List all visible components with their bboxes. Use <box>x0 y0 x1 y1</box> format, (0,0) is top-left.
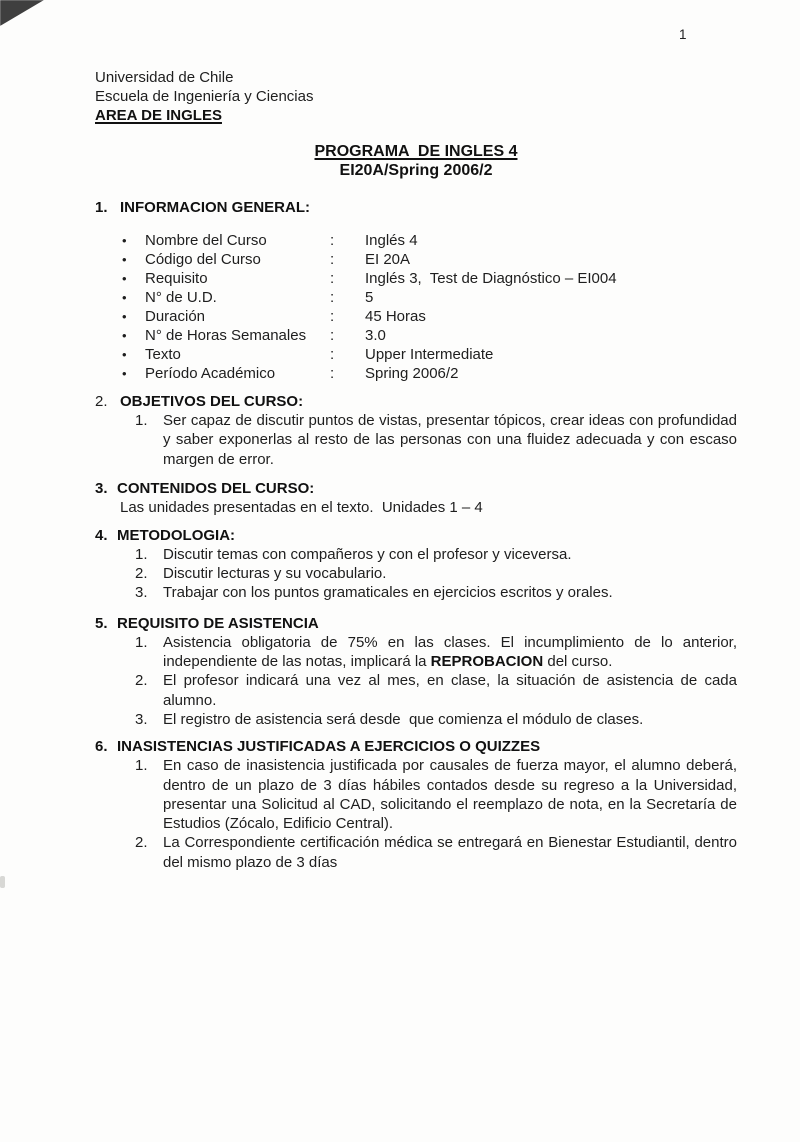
bullet-icon: • <box>122 366 127 381</box>
info-separator: : <box>330 251 335 268</box>
section-number: 3. <box>95 479 108 497</box>
section-title: OBJETIVOS DEL CURSO: <box>120 393 304 410</box>
bullet-icon: • <box>122 290 127 305</box>
info-value: 45 Horas <box>365 308 426 325</box>
item-number: 1. <box>135 545 148 563</box>
section-heading <box>95 479 737 498</box>
section-title: INASISTENCIAS JUSTIFICADAS A EJERCICIOS O QUIZZES <box>117 738 541 756</box>
item-number: 1. <box>135 757 148 775</box>
section-heading <box>95 198 737 217</box>
info-label: N° de U.D. <box>145 289 217 306</box>
info-value: EI 20A <box>365 251 411 268</box>
info-separator: : <box>330 327 335 344</box>
item-number: 3. <box>135 710 148 728</box>
section-title: REQUISITO DE ASISTENCIA <box>117 614 319 632</box>
info-label: Código del Curso <box>145 251 261 268</box>
section-heading <box>95 737 737 756</box>
info-separator: : <box>330 308 335 325</box>
section-metodologia <box>95 526 737 603</box>
info-list <box>95 231 737 383</box>
bullet-icon: • <box>122 252 127 267</box>
info-row-horas-semanales <box>95 326 737 345</box>
info-label: Requisito <box>145 270 208 287</box>
asistencia-item-2 <box>135 671 742 710</box>
bullet-icon: • <box>122 271 127 286</box>
info-row-periodo <box>95 364 737 383</box>
info-separator: : <box>330 365 335 382</box>
document-content <box>95 68 742 872</box>
scan-corner-artifact <box>0 0 44 26</box>
info-value: 5 <box>365 289 374 306</box>
info-value: Spring 2006/2 <box>365 365 459 382</box>
item-text: La Correspondiente certificación médica se entregará en Bienestar Estudiantil, dentro del mismo plazo de 3 días <box>163 834 742 871</box>
asistencia-item-1 <box>135 633 742 672</box>
item-text: El registro de asistencia será desde que comienza el módulo de clases. <box>163 710 644 728</box>
info-value: Inglés 3, Test de Diagnóstico – EI004 <box>365 270 617 287</box>
item-number: 1. <box>135 412 148 429</box>
section-number: 5. <box>95 614 108 632</box>
section-heading <box>95 392 737 411</box>
section-title: METODOLOGIA: <box>117 526 236 544</box>
item-number: 2. <box>135 565 148 583</box>
letterhead <box>95 68 737 125</box>
section-asistencia <box>95 614 742 729</box>
bullet-icon: • <box>122 233 127 248</box>
metodologia-item-1 <box>135 545 737 564</box>
section-heading <box>95 526 737 545</box>
info-separator: : <box>330 289 335 306</box>
section-objetivos <box>95 392 742 469</box>
letterhead-area: AREA DE INGLES <box>95 107 222 124</box>
info-row-nombre <box>95 231 737 250</box>
section-contenidos <box>95 479 737 517</box>
letterhead-university: Universidad de Chile <box>95 69 234 86</box>
info-row-duracion <box>95 307 737 326</box>
info-row-codigo <box>95 250 737 269</box>
item-number: 1. <box>135 633 148 651</box>
inasistencias-item-2 <box>135 833 742 872</box>
section-informacion-general <box>95 198 737 383</box>
letterhead-school: Escuela de Ingeniería y Ciencias <box>95 88 314 105</box>
item-text-bold: REPROBACION <box>430 653 544 671</box>
info-separator: : <box>330 346 335 363</box>
section-number: 4. <box>95 526 108 544</box>
section-number: 2. <box>95 393 108 410</box>
document-subtitle: EI20A/Spring 2006/2 <box>339 162 493 179</box>
item-text: Discutir lecturas y su vocabulario. <box>163 565 387 583</box>
inasistencias-item-1 <box>135 756 742 833</box>
item-text <box>163 633 742 672</box>
section-title: INFORMACION GENERAL: <box>120 199 310 216</box>
section-heading <box>95 614 737 633</box>
item-text: Discutir temas con compañeros y con el profesor y viceversa. <box>163 545 572 563</box>
item-number: 2. <box>135 672 148 690</box>
section-number: 6. <box>95 738 108 756</box>
item-number: 2. <box>135 834 148 852</box>
bullet-icon: • <box>122 309 127 324</box>
scan-edge-smudge <box>0 876 5 888</box>
info-label: Texto <box>145 346 181 363</box>
info-value: Inglés 4 <box>365 232 418 249</box>
info-label: Período Académico <box>145 365 276 382</box>
metodologia-item-3 <box>135 583 737 602</box>
info-value: 3.0 <box>365 327 386 344</box>
info-separator: : <box>330 270 335 287</box>
page-number: 1 <box>679 27 687 42</box>
info-separator: : <box>330 232 335 249</box>
document-title-block <box>95 142 737 180</box>
section-inasistencias <box>95 737 742 872</box>
bullet-icon: • <box>122 347 127 362</box>
info-label: N° de Horas Semanales <box>145 327 307 344</box>
info-label: Nombre del Curso <box>145 232 267 249</box>
document-title: PROGRAMA DE INGLES 4 <box>314 143 518 160</box>
metodologia-item-2 <box>135 564 737 583</box>
contenidos-body: Las unidades presentadas en el texto. Unidades 1 – 4 <box>120 498 483 516</box>
item-text: Trabajar con los puntos gramaticales en ejercicios escritos y orales. <box>163 584 613 602</box>
section-title: CONTENIDOS DEL CURSO: <box>117 479 315 497</box>
info-label: Duración <box>145 308 206 325</box>
item-text: En caso de inasistencia justificada por causales de fuerza mayor, el alumno deberá, dentro de un plazo de 3 días hábiles contados desde su regreso a la Universidad, presentar una Solicitud al CAD, solicitando el reemplazo de nota, en la Secretaría de Estudios (Zócalo, Edificio Central). <box>163 757 742 833</box>
item-text: Ser capaz de discutir puntos de vistas, presentar tópicos, crear ideas con profundidad y saber exponerlas al resto de las personas con una fluidez adecuada y con escaso margen de error. <box>163 412 742 468</box>
bullet-icon: • <box>122 328 127 343</box>
asistencia-item-3 <box>135 710 737 729</box>
section-number: 1. <box>95 199 108 216</box>
item-number: 3. <box>135 584 148 602</box>
item-text: El profesor indicará una vez al mes, en clase, la situación de asistencia de cada alumno. <box>163 672 742 709</box>
item-text-after: del curso. <box>543 653 613 671</box>
info-row-texto <box>95 345 737 364</box>
item-text-before: Asistencia obligatoria de 75% en las clases. El incumplimiento de lo anterior, independiente de las notas, implicará la <box>163 633 742 671</box>
info-row-requisito <box>95 269 737 288</box>
objetivos-item-1 <box>135 411 742 469</box>
info-row-ud <box>95 288 737 307</box>
info-value: Upper Intermediate <box>365 346 494 363</box>
